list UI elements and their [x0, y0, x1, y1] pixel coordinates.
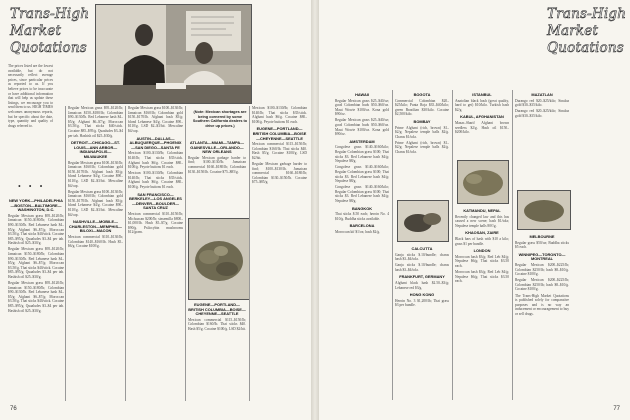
page-title — [547, 6, 626, 57]
section-body: Moroccan hash $3/g; Red Leb $4/g; Nepalese $6/g; Thai sticks $3.50 each. — [455, 270, 509, 284]
section-body: Recently changed law and this has caused a new scene; hash $1/tola; Nepalese temple balls 80¢/g. — [455, 214, 509, 228]
page-title — [10, 6, 89, 57]
column-rule — [392, 90, 393, 400]
section-body: Regular Mexican grass $95–$120/lb; Jamaican $150–$180/lb; Colombian $90–$130/lb. Red Lebanese hash $4–$5/g; Afghani $6–$7/g; Moroccan $3.50/g. Thai sticks $40/stick. Cocaine $85–$95/g. Quaaludes $3–$4 per tab. Hashish oil $25–$30/g. — [68, 106, 123, 138]
section-heading: MELBOURNE — [529, 234, 555, 239]
section-body: Anatolian black hash (great quality, hard to get) $10/kilo. Turkish hash $2/g. — [455, 98, 509, 112]
section-heading: HONG KONG — [409, 292, 435, 298]
section-heading: ISTANBUL — [472, 92, 492, 97]
column-rule — [452, 90, 453, 400]
section-heading: CALCUTTA — [411, 246, 433, 251]
section-body: Mexican $100–$130/lb; Colombian $140/lb; Thai sticks $35/stick. Afghani hash $6/g. Cocaine $80–$100/g. Peyote buttons $1 each. — [128, 151, 183, 170]
section-body: Mexican commercial $110–$130/lb; Colombian $140–$160/lb. Hash $5–$6/g. Cocaine $100/g. — [68, 234, 123, 249]
section-body: Regular Mexican grass $95–$120/lb; Jamaican $150–$180/lb; Colombian $90–$130/lb. Red Lebanese hash $4–$5/g; Afghani $6–$7/g; Moroccan $3.50/g. Thai sticks $40/stick. Cocaine $85–$95/g. Quaaludes $3–$4 per tab. Hashish oil $25–$30/g. — [8, 247, 64, 279]
section-body: Black bars of hash with $10 a kilo; grass $1 per bundle. — [455, 236, 509, 246]
section-body: Ganja sticks $.10/bundle; charas hash $3–$4/tola. — [395, 263, 449, 272]
section-heading: BANGKOK — [351, 205, 373, 211]
section-body: Prime Afghani (rich, brown) $1–$2/g; Nepalese temple balls $2/g. Charas $1/tola. — [395, 140, 449, 155]
column-4 — [188, 138, 246, 218]
section-heading: NEW YORK—PHILADELPHIA—BOSTON—BALTIMORE—WASHINGTON, D.C. — [9, 198, 63, 213]
section-body: Mexican commercial $115–$150/lb; Colombian $160/lb. Thai sticks $40. Hash $5/g. Cocaine $100/g. LSD $2/hit. — [252, 142, 307, 160]
section-body: Regular Mexican garbage harder to find; $100–$130/lb. Jamaican commercial $160–$180/lb; Colombian $130–$150/lb. Cocaine $75–$85/g. — [188, 155, 246, 174]
section-heading: BOGOTA — [413, 92, 431, 97]
section-heading: FRANKFURT, GERMANY — [399, 274, 445, 280]
section-body: Commercial Colombian $20–$25/kilo; Punta Roja $35–$40/kilo; green Brazilian $30/kilo. Cocaine $2,500/kilo. — [395, 98, 449, 117]
section-heading: BARCELONA — [349, 223, 375, 229]
section-heading: HAWAII — [355, 92, 369, 97]
right-page — [319, 0, 630, 420]
column-c2 — [455, 206, 509, 400]
section-body: Regular Mexican grass $100–$130/lb; Jamaican $160/lb; Colombian gold $150–$170/lb. Afghani hash $5/g; blond Lebanese $4/g. Cocaine $90–$110/g. LSD $2–$3/hit. Mescaline $4/cap. — [128, 106, 183, 133]
section-heading: AMSTERDAM — [349, 138, 375, 144]
page-number: 76 — [10, 406, 17, 412]
section-body: Mexican commercial $110–$150/lb; Michoacan $200/lb; sinsemilla $800–$1,000/lb. Hash $5–$7/g. Cocaine $90/g. Psilocybin mushrooms $12/gram. — [128, 211, 183, 235]
section-body: Durango red $20–$25/kilo; Sinaloa gold $30–$35/kilo. — [515, 109, 569, 118]
section-body: Ganja sticks $.10/bundle; charas hash $3–$4/tola. — [395, 252, 449, 262]
column-1 — [8, 196, 64, 396]
column-5 — [252, 106, 307, 401]
title-line: Market — [547, 23, 599, 39]
men-at-desk-photo — [95, 4, 252, 104]
column-rule — [65, 106, 66, 401]
section-body: Regular Mexican grass $100–$130/lb; Jamaican $160/lb; Colombian gold $150–$170/lb. Afghani hash $5/g; blond Lebanese $4/g. Cocaine $90–$110/g. LSD $2–$3/hit. Mescaline $4/cap. — [68, 160, 123, 188]
section-body: Regular Mexican grass $25–$40/oz; good Colombian buds $50–$60/oz. Maui Wowie $100/oz. Kona gold $90/oz. — [335, 98, 389, 117]
column-b2 — [395, 244, 449, 400]
section-body: Thai sticks $.50 each; heroin No. 4 $10/g. Buddha sticks available. — [335, 212, 389, 221]
column-4b — [188, 300, 246, 400]
buds-photo — [517, 190, 571, 230]
column-c — [455, 90, 509, 170]
column-rule — [512, 90, 513, 400]
photo-caption: (Note: Mexican shortages are being cornered by some Southern California dealers to drive up prices.) — [192, 110, 248, 128]
section-heading: EUGENE—PORTLAND—BRITISH COLUMBIA—BOISE—CHEYENNE—SEATTLE — [252, 126, 307, 141]
section-body: Prime Afghani (rich, brown) $1–$2/g; Nepalese temple balls $2/g. Charas $1/tola. — [395, 125, 449, 139]
section-heading: NASHVILLE—MOBILE—CHARLESTON—MEMPHIS—BILOXI—MACON — [69, 219, 122, 234]
column-a — [335, 90, 389, 400]
section-body: Congolese grass $140–$160/kilo; Regular Colombian grass $100; Thai sticks $3. Red Lebanese hash $4/g; Nepalese $8/g. — [335, 145, 389, 164]
section-body: Moroccan hash $3/g; Red Leb $4/g; Nepalese $6/g; Thai sticks $3.50 each. — [455, 254, 509, 268]
section-body: Heroin No. 3 $1,200/lb; Thai grass $3 per bundle. — [395, 298, 449, 308]
section-heading: KATMANDU, NEPAL — [463, 208, 501, 213]
page-number: 77 — [613, 406, 620, 412]
column-2 — [68, 106, 123, 401]
title-line: Market — [10, 23, 62, 39]
section-heading: WINNIPEG—TORONTO—MONTREAL — [518, 251, 566, 262]
column-rule — [249, 106, 250, 401]
intro-text — [8, 64, 53, 184]
binding-gutter — [311, 0, 319, 420]
section-heading: DETROIT—CHICAGO—ST. LOUIS—ANN ARBOR—INDIANAPOLIS—MILWAUKEE — [71, 140, 120, 159]
section-body: Mexican commercial $115–$150/lb; Colombian $160/lb. Thai sticks $40. Hash $5/g. Cocaine $100/g. LSD $2/hit. — [188, 317, 246, 331]
section-heading: LONDON — [473, 248, 491, 254]
intro-paragraph: The prices listed are the lowest available, but do not necessarily reflect average prices, since particular prices as reported to us. If you believe prices to be inaccurate or have additional information that will help us update these listings, we encourage you to send them to us. HIGH TIMES welcomes anonymous reports, but be specific about the date, type, quantity and quality of drugs referred to. — [8, 64, 53, 128]
section-body: Regular Mexican grass $95–$120/lb; Jamaican $150–$180/lb; Colombian $90–$130/lb. Red Lebanese hash $4–$5/g; Afghani $6–$7/g; Moroccan $3.50/g. Thai sticks $40/stick. Cocaine $85–$95/g. Quaaludes $3–$4 per tab. Hashish oil $25–$30/g. — [8, 213, 64, 246]
section-body: Regular Mexican grass $25–$40/oz; good Colombian buds $50–$60/oz. Maui Wowie $100/oz. Kona gold $90/oz. — [335, 118, 389, 137]
section-heading: AUSTIN—DALLAS—ALBUQUERQUE—PHOENIX—SAN DIEGO—SANTA FE — [129, 135, 182, 150]
section-heading: KHAOSAN, ZAIRE — [465, 230, 499, 236]
section-body: Mexican $100–$130/lb; Colombian $140/lb; Thai sticks $35/stick. Afghani hash $6/g. Cocaine $80–$100/g. Peyote buttons $1 each. — [252, 106, 307, 124]
section-body: Regular Mexican garbage harder to find; $100–$130/lb. Jamaican commercial $160–$180/lb; Colombian $130–$150/lb. Cocaine $75–$85/g. — [252, 162, 307, 185]
column-3 — [128, 106, 183, 401]
section-heading: EUGENE—PORTLAND—BRITISH COLUMBIA—BOISE—CHEYENNE—SEATTLE — [188, 302, 246, 317]
section-heading: BOMBAY — [413, 118, 431, 124]
column-d2 — [515, 232, 569, 400]
section-heading: MAZATLAN — [531, 92, 553, 97]
section-body: Congolese grass $140–$160/kilo; Regular Colombian grass $100; Thai sticks $3. Red Lebanese hash $4/g; Nepalese $8/g. — [335, 165, 389, 184]
section-heading: SAN FRANCISCO—BERKELEY—LOS ANGELES—DENVER—BOULDER—SANTA CRUZ — [129, 191, 182, 211]
column-rule — [185, 106, 186, 401]
section-body: Mazar–Sharif Afghani brown seedless $2/g. Hash oil $150–$200/kilo. — [455, 120, 509, 135]
section-body: Regular Mexican $200–$225/lb; Colombian $250/lb; hash $8–$10/g. Cocaine $100/g. — [515, 262, 569, 277]
section-body: Regular grass $50/oz; Buddha sticks $5 each. — [515, 240, 569, 250]
title-line: Trans-High — [10, 6, 90, 22]
section-body: Regular Mexican grass $95–$120/lb; Jamaican $150–$180/lb; Colombian $90–$130/lb. Red Lebanese hash $4–$5/g; Afghani $6–$7/g; Moroccan $3.50/g. Thai sticks $40/stick. Cocaine $85–$95/g. Quaaludes $3–$4 per tab. Hashish oil $25–$30/g. — [8, 281, 64, 313]
column-rule — [125, 106, 126, 401]
marijuana-photo — [188, 218, 250, 300]
hashish-photo — [397, 200, 449, 242]
section-dots: • • • — [18, 182, 46, 191]
section-body: Regular Mexican $200–$225/lb; Colombian $250/lb; hash $8–$10/g. Cocaine $100/g. — [515, 278, 569, 292]
title-line: Trans-High — [547, 6, 627, 22]
section-body: Congolese grass $140–$160/kilo; Regular Colombian grass $100; Thai sticks $3. Red Lebanese hash $4/g; Nepalese $8/g. — [335, 185, 389, 203]
column-d — [515, 90, 569, 190]
title-line: Quotations — [10, 40, 87, 56]
title-line: Quotations — [547, 40, 624, 56]
section-body: Afghani black hash $2.50–$3/g; Lebanese red $3/g. — [395, 281, 449, 290]
section-heading: KABUL, AFGHANISTAN — [460, 114, 504, 120]
grass-photo — [457, 160, 509, 204]
section-body: Durango red $20–$25/kilo; Sinaloa gold $30–$35/kilo. — [515, 98, 569, 108]
section-body: Regular Mexican grass $100–$130/lb; Jamaican $160/lb; Colombian gold $150–$170/lb. Afghani hash $5/g; blond Lebanese $4/g. Cocaine $90–$110/g. LSD $2–$3/hit. Mescaline $4/cap. — [68, 189, 123, 217]
section-heading: ATLANTA—MIAMI—TAMPA—GAINESVILLE—ORLANDO—NEW ORLEANS — [189, 140, 245, 155]
footer-disclaimer: The Trans-High Market Quotations is published solely for comparative purposes and is no way an inducement or encouragement to buy or sell drugs. — [515, 293, 569, 316]
section-body: Mexican $100–$130/lb; Colombian $140/lb; Thai sticks $35/stick. Afghani hash $6/g. Cocaine $80–$100/g. Peyote buttons $1 each. — [128, 171, 183, 189]
left-page — [0, 0, 311, 420]
section-body: Moroccan kif $1/oz; hash $2/g. — [335, 229, 381, 234]
